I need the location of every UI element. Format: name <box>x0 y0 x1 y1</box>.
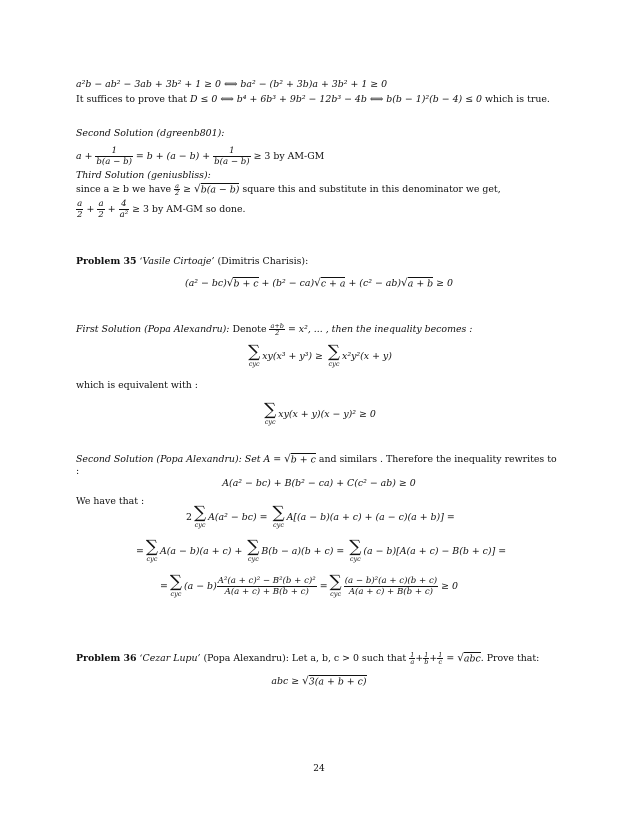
second-solution-title: Second Solution (dgreenb801): <box>76 128 225 139</box>
problem-35-inequality: (a² − bc)√b + c + (b² − ca)√c + a + (c² − ab)√a + b ≥ 0 <box>185 277 453 289</box>
equation-line-1: a²b − ab² − 3ab + 3b² + 1 ≥ 0 ⟺ ba² − (b² + 3b)a + 3b² + 1 ≥ 0 <box>76 79 388 90</box>
second-solution-popa-line: Second Solution (Popa Alexandru): Set A = √b + c and similars . Therefore the inequality rewrites to <box>76 453 557 465</box>
second-solution-colon: : <box>76 466 80 477</box>
third-solution-line-1: since a ≥ b we have $\frac{a}{2}$ ≥ √b(a − b) square this and substitute in this denominator we get, <box>76 182 501 197</box>
second-solution-equation: a + $\frac{1}{b(a - b)}$ = b + (a − b) + $\frac{1}{b(a - b)}$ ≥ 3 by AM-GM <box>76 146 325 167</box>
we-have-text: We have that : <box>76 496 145 507</box>
first-solution-line: First Solution (Popa Alexandru): Denote $\frac{a+b}{2}$ = x², ... , then the inequality becomes : <box>76 322 473 337</box>
derivation-row-1: 2 ∑ cyc A(a² − bc) = ∑ cyc A[(a − b)(a + c) + (a − c)(a + b)] = <box>186 503 455 529</box>
equivalent-text: which is equivalent with : <box>76 380 198 391</box>
problem-36-line: Problem 36 ‘Cezar Lupu’ (Popa Alexandru): Let a, b, c > 0 such that $\frac{1}{a}$ + $\frac{1}{b}$ + $\frac{1}{c}$ = √abc. Prove that: <box>76 651 540 666</box>
second-solution-rewritten: A(a² − bc) + B(b² − ca) + C(c² − ab) ≥ 0 <box>222 478 416 489</box>
third-solution-title: Third Solution (geniusbliss): <box>76 170 211 181</box>
page-number: 24 <box>313 764 325 774</box>
problem-36-inequality: abc ≥ √3(a + b + c) <box>271 675 367 687</box>
derivation-row-2: = ∑ cyc A(a − b)(a + c) + ∑ cyc B(b − a)(b + c) = ∑ cyc (a − b)[A(a + c) − B(b + c)] = <box>136 537 507 563</box>
first-solution-inequality: ∑ cyc xy(x³ + y³) ≥ ∑ cyc x²y²(x + y) <box>248 342 392 368</box>
problem-35-heading: Problem 35 ‘Vasile Cirtoaje’ (Dimitris Charisis): <box>76 256 309 267</box>
text-line-2: It suffices to prove that D ≤ 0 ⟺ b⁴ + 6b³ + 9b² − 12b³ − 4b ⟺ b(b − 1)²(b − 4) ≤ 0 which is true. <box>76 94 550 105</box>
derivation-row-3: = ∑ cyc (a − b) $\frac{\text{A²(a + c)² − B²(b + c)²}}{A(a + c) + B(b + c)}$ = ∑ cyc $\frac{\text{(a − b)²(a + c)(b + c)}}{A(a + c) + B(b + c)}$ ≥ 0 <box>160 572 458 598</box>
third-solution-line-2: $\frac{a}{2}$ + $\frac{a}{2}$ + $\frac{4}{\text{a²}}$ ≥ 3 by AM-GM so done. <box>77 199 246 220</box>
first-solution-equivalent: ∑ cyc xy(x + y)(x − y)² ≥ 0 <box>264 400 376 426</box>
